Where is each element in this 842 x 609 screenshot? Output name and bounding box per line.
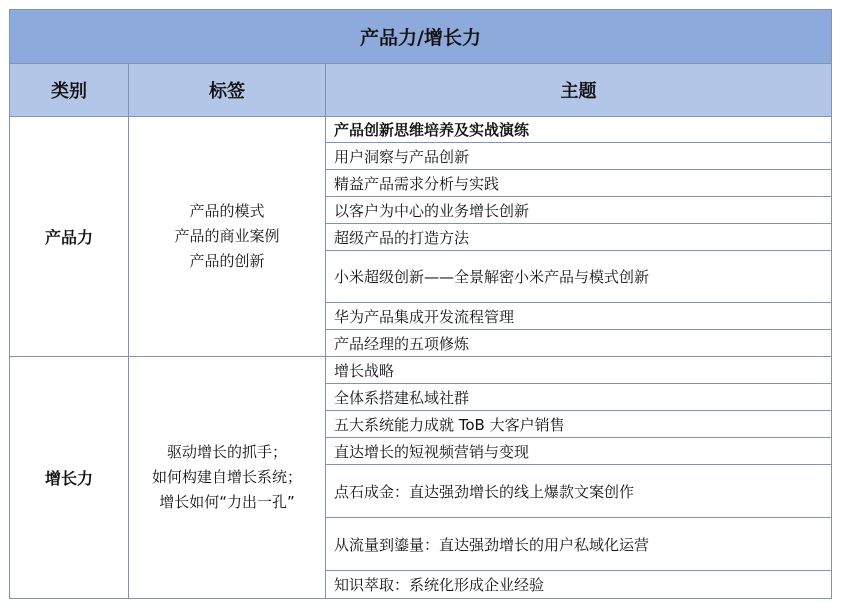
header-category: 类别 xyxy=(10,64,129,117)
topic-cell: 点石成金：直达强劲增长的线上爆款文案创作 xyxy=(326,465,832,518)
topic-cell: 直达增长的短视频营销与变现 xyxy=(326,438,832,465)
topic-cell: 增长战略 xyxy=(326,357,832,384)
topic-cell: 以客户为中心的业务增长创新 xyxy=(326,197,832,224)
tag-line: 产品的创新 xyxy=(189,252,265,270)
tag-line: 驱动增长的抓手； xyxy=(166,443,287,461)
tag-line: 产品的模式 xyxy=(189,202,265,220)
topic-cell: 超级产品的打造方法 xyxy=(326,224,832,251)
tag-line: 如何构建自增长系统； xyxy=(151,468,302,486)
topic-cell: 产品经理的五项修炼 xyxy=(326,330,832,357)
topic-cell: 用户洞察与产品创新 xyxy=(326,143,832,170)
topic-cell: 知识萃取：系统化形成企业经验 xyxy=(326,571,832,599)
tag-line: 增长如何“力出一孔” xyxy=(159,493,295,511)
topic-cell: 五大系统能力成就 ToB 大客户销售 xyxy=(326,411,832,438)
topic-cell: 华为产品集成开发流程管理 xyxy=(326,303,832,330)
topic-cell: 从流量到鎏量：直达强劲增长的用户私域化运营 xyxy=(326,518,832,571)
topic-cell: 精益产品需求分析与实践 xyxy=(326,170,832,197)
tags-cell xyxy=(129,357,326,599)
header-tags: 标签 xyxy=(129,64,326,117)
category-cell: 产品力 xyxy=(10,117,129,357)
topic-cell: 产品创新思维培养及实战演练 xyxy=(326,117,832,143)
topic-cell: 小米超级创新——全景解密小米产品与模式创新 xyxy=(326,251,832,303)
course-table xyxy=(9,9,832,599)
topic-cell: 全体系搭建私域社群 xyxy=(326,384,832,411)
table-title: 产品力/增长力 xyxy=(10,10,832,64)
tags-cell xyxy=(129,117,326,357)
header-topic: 主题 xyxy=(326,64,832,117)
category-cell: 增长力 xyxy=(10,357,129,599)
tag-line: 产品的商业案例 xyxy=(174,227,280,245)
